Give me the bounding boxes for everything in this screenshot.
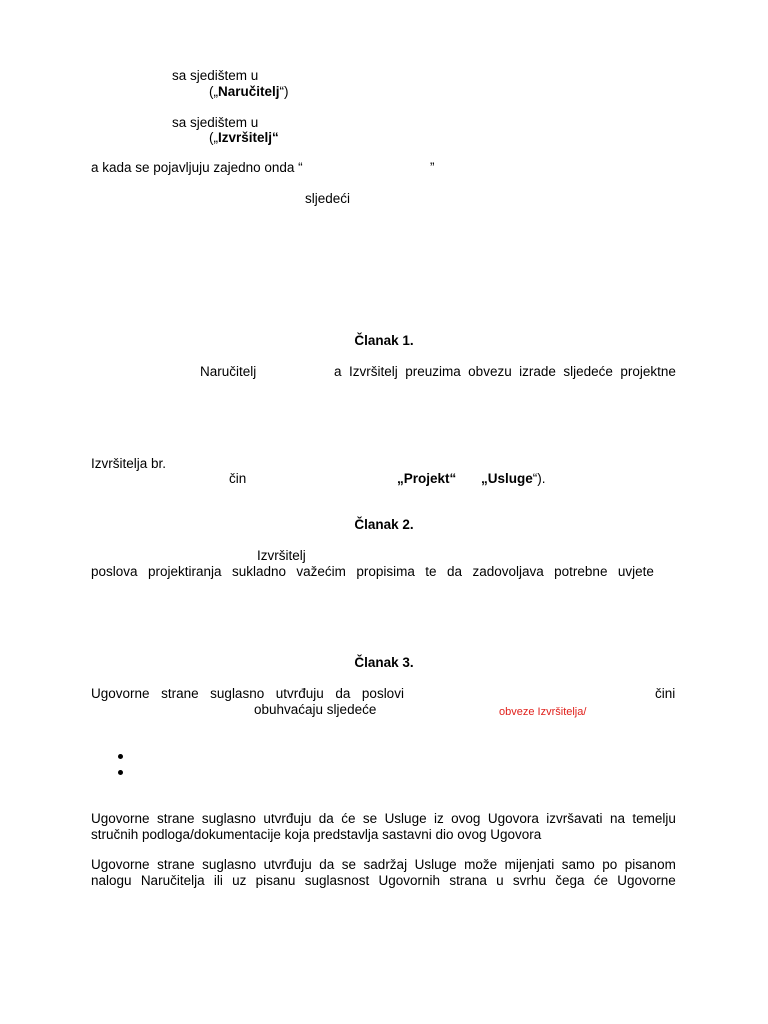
- word: suglasno: [202, 857, 257, 872]
- word: potrebne: [554, 564, 608, 579]
- word: strana: [449, 873, 487, 888]
- word: nalogu: [91, 873, 132, 888]
- word: Izvršitelj: [348, 364, 398, 379]
- word: sljedeće: [563, 364, 613, 379]
- word: Usluge: [384, 811, 427, 826]
- word: strane: [161, 686, 199, 701]
- together-close: ”: [430, 160, 435, 175]
- word: utvrđuju: [263, 857, 312, 872]
- article1-line1: [334, 364, 676, 380]
- word: suglasno: [210, 686, 265, 701]
- word: pisanu: [255, 873, 296, 888]
- article1-projekt: „Projekt“: [397, 471, 457, 486]
- word: projektne: [620, 364, 676, 379]
- party2-alias: [209, 130, 279, 146]
- word: se: [341, 857, 357, 872]
- word: može: [464, 857, 498, 872]
- word: čega: [555, 873, 585, 888]
- article2-izvrsitelj: Izvršitelj: [257, 548, 306, 563]
- word: poslovi: [361, 686, 404, 701]
- word: strane: [156, 811, 195, 826]
- word: da: [319, 857, 335, 872]
- word: propisima: [356, 564, 415, 579]
- word: ovog: [451, 811, 481, 826]
- word: uz: [232, 873, 247, 888]
- word: Ugovora: [487, 811, 539, 826]
- word: obvezu: [468, 364, 512, 379]
- usluge-word: „Usluge: [481, 471, 533, 486]
- word: važećim: [296, 564, 346, 579]
- bullet-1: [118, 754, 123, 759]
- alias-name: Izvršitelj“: [218, 130, 279, 145]
- word: izrade: [519, 364, 556, 379]
- word: te: [425, 564, 437, 579]
- word: samo: [561, 857, 595, 872]
- article1-usluge: [481, 471, 546, 487]
- word: utvrđuju: [275, 686, 324, 701]
- usluge-close: “).: [532, 471, 546, 486]
- alias-close: “): [279, 84, 289, 99]
- word: suglasno: [201, 811, 256, 826]
- article3-para1-line2: stručnih podloga/dokumentacije koja predstavlja sastavni dio ovog Ugovora: [91, 827, 542, 842]
- word: na: [609, 811, 625, 826]
- word: uvjete: [617, 564, 654, 579]
- word: sukladno: [231, 564, 286, 579]
- word: Ugovorne: [91, 686, 150, 701]
- word: mijenjati: [504, 857, 555, 872]
- article1-narucitelj: Naručitelj: [200, 364, 257, 379]
- word: izvršavati: [546, 811, 603, 826]
- word: iz: [434, 811, 444, 826]
- word: Ugovorne: [91, 811, 150, 826]
- word: strane: [157, 857, 195, 872]
- bullet-2: [118, 770, 123, 775]
- word: ili: [213, 873, 223, 888]
- word: da: [335, 686, 351, 701]
- article3-title: Članak 3.: [354, 655, 414, 670]
- article2-title: Članak 2.: [354, 517, 414, 532]
- alias-name: Naručitelj: [218, 84, 280, 99]
- party1-alias: [209, 84, 289, 100]
- article3-para2-line1: [91, 857, 676, 873]
- word: temelju: [632, 811, 676, 826]
- article3-line1: [91, 686, 404, 702]
- word: po: [602, 857, 618, 872]
- article2-line: [91, 564, 654, 580]
- article3-red-note: obveze Izvršitelja/: [499, 706, 587, 718]
- word: poslova: [91, 564, 138, 579]
- article1-izvrsitelja-br: Izvršitelja br.: [91, 456, 167, 471]
- party2-seat-label: sa sjedištem u: [172, 115, 259, 130]
- word: će: [593, 873, 609, 888]
- word: pisanom: [624, 857, 676, 872]
- alias-open: („: [209, 84, 218, 99]
- following-text: sljedeći: [305, 191, 351, 206]
- word: projektiranja: [147, 564, 222, 579]
- word: Ugovornih: [378, 873, 441, 888]
- article3-cini: čini: [655, 686, 676, 701]
- article3-para2-line2: [91, 873, 676, 889]
- alias-open: („: [209, 130, 218, 145]
- word: svrhu: [512, 873, 546, 888]
- word: suglasnost: [304, 873, 370, 888]
- article1-cin: čin: [229, 471, 247, 486]
- together-text: a kada se pojavljuju zajedno onda “: [91, 160, 303, 175]
- word: u: [496, 873, 504, 888]
- word: da: [318, 811, 334, 826]
- word: sadržaj: [363, 857, 408, 872]
- word: utvrđuju: [263, 811, 312, 826]
- article3-para1-line1: [91, 811, 676, 827]
- word: Ugovorne: [617, 873, 676, 888]
- word: će: [341, 811, 356, 826]
- word: preuzima: [405, 364, 461, 379]
- word: a: [334, 364, 342, 379]
- word: da: [446, 564, 463, 579]
- word: zadovoljava: [472, 564, 544, 579]
- word: se: [362, 811, 378, 826]
- article1-title: Članak 1.: [354, 333, 414, 348]
- article3-obuhvacaju: obuhvaćaju sljedeće: [254, 702, 377, 717]
- word: Usluge: [414, 857, 457, 872]
- word: Ugovorne: [91, 857, 150, 872]
- party1-seat-label: sa sjedištem u: [172, 68, 259, 83]
- word: Naručitelja: [140, 873, 205, 888]
